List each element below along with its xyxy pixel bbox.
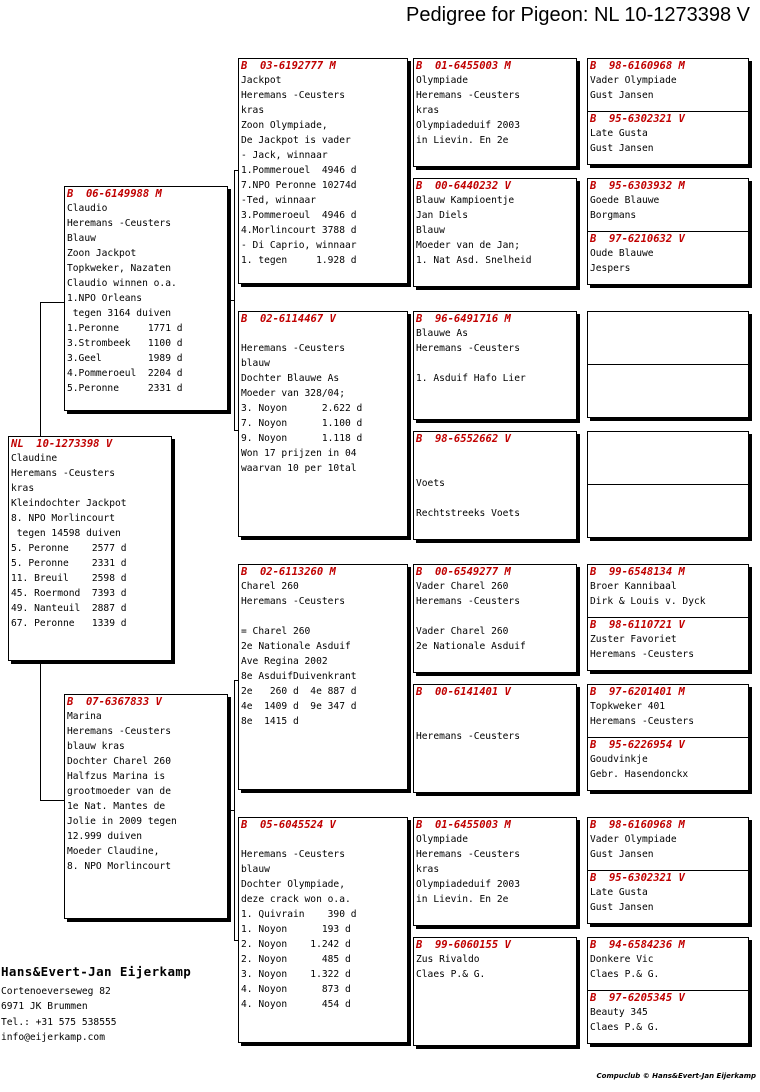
- ring-number: B 05-6045524 V: [241, 819, 336, 831]
- pedigree-box-ggp: [413, 178, 577, 287]
- owner-block: [1, 964, 191, 1046]
- ring-number: B 00-6440232 V: [416, 180, 511, 192]
- pedigree-box-gggp: [587, 564, 749, 618]
- bird-details: Blauwe As Heremans -Ceusters 1. Asduif Hafo Lier: [416, 328, 526, 384]
- pedigree-box-dam-sire: [238, 564, 408, 790]
- ring-number: [588, 312, 748, 313]
- pedigree-box-ggp: [413, 58, 577, 167]
- ring-number: B 06-6149988 M: [67, 188, 162, 200]
- bird-details: Vader Olympiade Gust Jansen: [590, 75, 677, 101]
- pedigree-box-dam: [64, 694, 228, 919]
- pedigree-box-dam-dam: [238, 817, 408, 1043]
- ring-number: B 00-6141401 V: [416, 686, 511, 698]
- ring-number: B 07-6367833 V: [67, 696, 162, 708]
- ring-number: B 97-6205345 V: [590, 992, 685, 1004]
- ring-number: B 95-6303932 M: [590, 180, 685, 192]
- ring-number: B 00-6549277 M: [416, 566, 511, 578]
- ring-number: B 98-6160968 M: [590, 819, 685, 831]
- bird-details: Oude Blauwe Jespers: [590, 248, 654, 274]
- pedigree-box-gggp: [587, 817, 749, 871]
- bird-details: Heremans -Ceusters: [416, 731, 520, 742]
- bird-details: Claudio Heremans -Ceusters Blauw Zoon Jackpot Topkweker, Nazaten Claudio winnen o.a. 1.NPO Orleans tegen 3164 duiven 1.Peronne 1771 d 3.Strombeek 1100 d 3.Geel 1989 d 4.Pommeroeul 2204 d 5.Peronne 2331 d: [67, 203, 183, 394]
- pedigree-box-gggp: [587, 684, 749, 738]
- pedigree-box-gggp: [587, 111, 749, 165]
- connector-subject-parents: [40, 661, 41, 801]
- bird-details: Voets Rechtstreeks Voets: [416, 478, 520, 519]
- ring-number: [588, 432, 748, 433]
- bird-details: Zus Rivaldo Claes P.& G.: [416, 954, 486, 980]
- ring-number: B 98-6160968 M: [590, 60, 685, 72]
- ring-number: NL 10-1273398 V: [11, 438, 113, 450]
- owner-address-line: Cortenoeverseweg 82: [1, 985, 111, 997]
- bird-details: Vader Olympiade Gust Jansen: [590, 834, 677, 860]
- pedigree-box-subject: [8, 436, 172, 661]
- connector-subject-parents: [40, 302, 65, 303]
- pedigree-box-ggp: [413, 684, 577, 793]
- pedigree-box-gggp-empty: [587, 311, 749, 365]
- pedigree-box-gggp-empty: [587, 431, 749, 485]
- bird-details: Olympiade Heremans -Ceusters kras Olympiadeduif 2003 in Lievin. En 2e: [416, 75, 520, 146]
- pedigree-box-ggp: [413, 431, 577, 540]
- ring-number: B 97-6201401 M: [590, 686, 685, 698]
- ring-number: B 02-6113260 M: [241, 566, 336, 578]
- pedigree-box-gggp: [587, 937, 749, 991]
- pedigree-box-sire-sire: [238, 58, 408, 284]
- ring-number: B 94-6584236 M: [590, 939, 685, 951]
- page-title: Pedigree for Pigeon: NL 10-1273398 V: [406, 4, 750, 26]
- bird-details: Goede Blauwe Borgmans: [590, 195, 660, 221]
- bird-details: Blauw Kampioentje Jan Diels Blauw Moeder van de Jan; 1. Nat Asd. Snelheid: [416, 195, 532, 266]
- bird-details: Late Gusta Gust Jansen: [590, 128, 654, 154]
- pedigree-box-gggp: [587, 737, 749, 791]
- bird-details: Claudine Heremans -Ceusters kras Kleindochter Jackpot 8. NPO Morlincourt tegen 14598 duiven 5. Peronne 2577 d 5. Peronne 2331 d 11. Breuil 2598 d 45. Roermond 7393 d 49. Nanteuil 2887 d 67. Peronne 1339 d: [11, 453, 127, 629]
- bird-details: Olympiade Heremans -Ceusters kras Olympiadeduif 2003 in Lievin. En 2e: [416, 834, 520, 905]
- ring-number: [588, 485, 748, 486]
- bird-details: Broer Kannibaal Dirk & Louis v. Dyck: [590, 581, 706, 607]
- ring-number: B 95-6226954 V: [590, 739, 685, 751]
- connector-dam-parents: [228, 810, 235, 811]
- bird-details: Late Gusta Gust Jansen: [590, 887, 654, 913]
- pedigree-box-gggp-empty: [587, 364, 749, 418]
- bird-details: Heremans -Ceusters blauw Dochter Olympiade, deze crack won o.a. 1. Quivrain 390 d 1. Noyon 193 d 2. Noyon 1.242 d 2. Noyon 485 d 3. Noyon 1.322 d 4. Noyon 873 d 4. Noyon 454 d: [241, 849, 357, 1010]
- pedigree-box-gggp: [587, 231, 749, 285]
- connector-subject-parents: [40, 800, 65, 801]
- ring-number: B 99-6060155 V: [416, 939, 511, 951]
- ring-number: B 98-6110721 V: [590, 619, 685, 631]
- bird-details: Vader Charel 260 Heremans -Ceusters Vader Charel 260 2e Nationale Asduif: [416, 581, 526, 652]
- owner-name: Hans&Evert-Jan Eijerkamp: [1, 964, 192, 979]
- ring-number: B 99-6548134 M: [590, 566, 685, 578]
- pedigree-box-gggp: [587, 870, 749, 924]
- bird-details: Beauty 345 Claes P.& G.: [590, 1007, 660, 1033]
- pedigree-box-ggp: [413, 311, 577, 420]
- ring-number: B 01-6455003 M: [416, 60, 511, 72]
- pedigree-box-sire: [64, 186, 228, 411]
- bird-details: Heremans -Ceusters blauw Dochter Blauwe As Moeder van 328/04; 3. Noyon 2.622 d 7. Noyon 1.100 d 9. Noyon 1.118 d Won 17 prijzen in 04 waarvan 10 per 10tal: [241, 343, 363, 474]
- ring-number: B 03-6192777 M: [241, 60, 336, 72]
- bird-details: Marina Heremans -Ceusters blauw kras Dochter Charel 260 Halfzus Marina is grootmoeder van de 1e Nat. Mantes de Jolie in 2009 tegen 12.999 duiven Moeder Claudine, 8. NPO Morlincourt: [67, 711, 177, 872]
- pedigree-box-sire-dam: [238, 311, 408, 537]
- bird-details: Charel 260 Heremans -Ceusters = Charel 260 2e Nationale Asduif Ave Regina 2002 8e AsduifDuivenkrant 2e 260 d 4e 887 d 4e 1409 d 9e 347 d 8e 1415 d: [241, 581, 357, 727]
- pedigree-box-ggp: [413, 937, 577, 1046]
- ring-number: B 97-6210632 V: [590, 233, 685, 245]
- ring-number: B 96-6491716 M: [416, 313, 511, 325]
- bird-details: Donkere Vic Claes P.& G.: [590, 954, 660, 980]
- pedigree-box-gggp: [587, 617, 749, 671]
- owner-email[interactable]: info@eijerkamp.com: [1, 1032, 105, 1043]
- owner-phone: Tel.: +31 575 538555: [1, 1016, 117, 1028]
- pedigree-box-ggp: [413, 817, 577, 926]
- connector-sire-parents: [228, 300, 235, 301]
- ring-number: B 95-6302321 V: [590, 113, 685, 125]
- pedigree-box-ggp: [413, 564, 577, 673]
- pedigree-box-gggp: [587, 58, 749, 112]
- ring-number: [588, 365, 748, 366]
- ring-number: B 02-6114467 V: [241, 313, 336, 325]
- bird-details: Zuster Favoriet Heremans -Ceusters: [590, 634, 694, 660]
- pedigree-box-gggp: [587, 990, 749, 1044]
- pedigree-box-gggp: [587, 178, 749, 232]
- bird-details: Jackpot Heremans -Ceusters kras Zoon Olympiade, De Jackpot is vader - Jack, winnaar 1.Pommerouel 4946 d 7.NPO Peronne 10274d -Ted, winnaar 3.Pommeroeul 4946 d 4.Morlincourt 3788 d - Di Caprio, winnaar 1. tegen 1.928 d: [241, 75, 357, 266]
- pedigree-box-gggp-empty: [587, 484, 749, 538]
- bird-details: Goudvinkje Gebr. Hasendonckx: [590, 754, 689, 780]
- ring-number: B 98-6552662 V: [416, 433, 511, 445]
- ring-number: B 95-6302321 V: [590, 872, 685, 884]
- footer-credit: Compuclub © Hans&Evert-Jan Eijerkamp: [596, 1072, 756, 1080]
- bird-details: Topkweker 401 Heremans -Ceusters: [590, 701, 694, 727]
- owner-address-line: 6971 JK Brummen: [1, 1001, 88, 1012]
- connector-subject-parents: [40, 302, 41, 436]
- ring-number: B 01-6455003 M: [416, 819, 511, 831]
